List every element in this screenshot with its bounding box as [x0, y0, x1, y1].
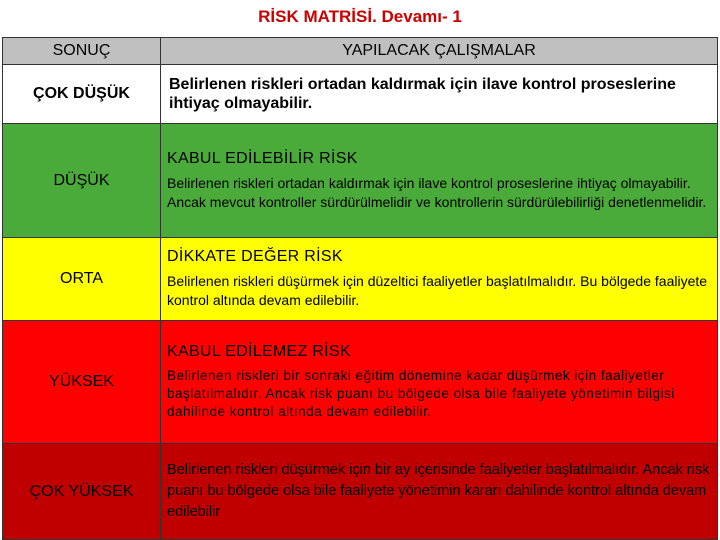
- outcome-cell: ÇOK YÜKSEK: [3, 444, 161, 540]
- section-title: DİKKATE DEĞER RİSK: [167, 248, 343, 265]
- page-title: RİSK MATRİSİ. Devamı- 1: [258, 7, 462, 26]
- table-row-cok-dusuk: [3, 65, 718, 124]
- risk-matrix-table: [2, 37, 718, 540]
- table-row-orta: [3, 238, 718, 321]
- action-cell: Belirlenen riskleri ortadan kaldırmak için ilave kontrol proseslerine ihtiyaç olmayabilir.: [161, 65, 718, 124]
- table-row-cok-yuksek: [3, 444, 718, 540]
- table-header-row: [3, 38, 718, 65]
- action-text: Belirlenen riskleri düşürmek için düzeltici faaliyetler başlatılmalıdır. Bu bölgede faaliyete kontrol altında devam edilebilir.: [167, 273, 708, 308]
- action-cell: [161, 238, 718, 321]
- header-actions: YAPILACAK ÇALIŞMALAR: [161, 38, 718, 65]
- outcome-cell: ORTA: [3, 238, 161, 321]
- table-row-yuksek: [3, 321, 718, 444]
- action-text: Belirlenen riskleri düşürmek için bir ay içerisinde faaliyetler başlatılmalıdır. Ancak risk puanı bu bölgede olsa bile faaliyete yönetimin kararı dahilinde kontrol altında devam edilebilir: [167, 462, 710, 520]
- section-title: KABUL EDİLEMEZ RİSK: [167, 343, 351, 360]
- action-cell: [161, 321, 718, 444]
- outcome-cell: DÜŞÜK: [3, 124, 161, 238]
- table-row-dusuk: [3, 124, 718, 238]
- outcome-cell: YÜKSEK: [3, 321, 161, 444]
- outcome-cell: ÇOK DÜŞÜK: [3, 65, 161, 124]
- action-text: Belirlenen riskleri bir sonraki eğitim dönemine kadar düşürmek için faaliyetler başlatılmalıdır. Ancak risk puanı bu bölgede olsa bile faaliyete yönetimin bilgisi dahilinde kontrol altında devam edilebilir.: [167, 368, 675, 419]
- action-text: Belirlenen riskleri ortadan kaldırmak için ilave kontrol proseslerine ihtiyaç olmayabilir. Ancak mevcut kontroller sürdürülmelidir ve kontrollerin sürdürülebilirliği denetlenmelidir.: [167, 174, 707, 210]
- section-title: KABUL EDİLEBİLİR RİSK: [167, 149, 358, 167]
- header-outcome: SONUÇ: [3, 38, 161, 65]
- action-cell: [161, 124, 718, 238]
- action-cell: [161, 444, 718, 540]
